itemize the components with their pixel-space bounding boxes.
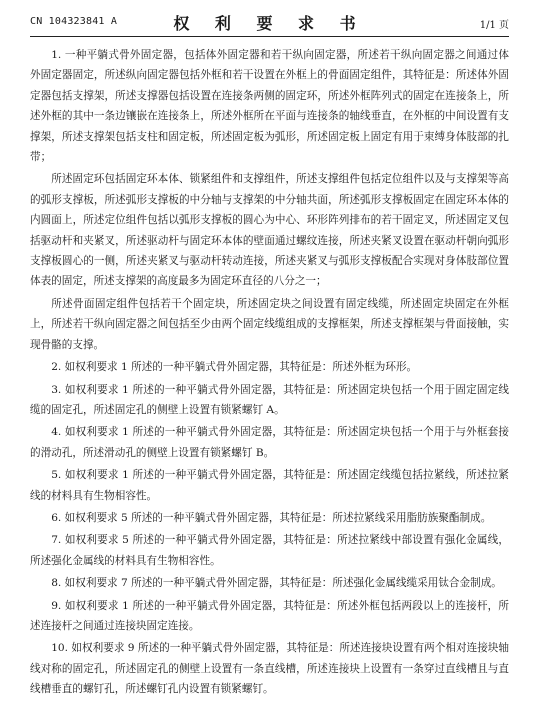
claim-paragraph: 5. 如权利要求 1 所述的一种平躺式骨外固定器，其特征是：所述固定线缆包括拉紧线，所述拉紧线的材料具有生物相容性。 <box>30 469 509 502</box>
claim-paragraph: 所述骨面固定组件包括若干个固定块，所述固定块之间设置有固定线缆，所述固定块固定在外框上，所述若干纵向固定器之间包括至少由两个固定线缆组成的支撑框架，所述支撑框架与骨面接触，实现骨骼的支撑。 <box>30 297 509 351</box>
document-title: 权 利 要 求 书 <box>173 14 366 33</box>
claim-paragraph: 8. 如权利要求 7 所述的一种平躺式骨外固定器，其特征是：所述强化金属线缆采用钛合金制成。 <box>51 577 502 590</box>
claim-paragraph: 1. 一种平躺式骨外固定器，包括体外固定器和若干纵向固定器，所述若干纵向固定器之间通过体外固定器固定，所述纵向固定器包括外框和若干设置在外框上的骨面固定组件，其特征是：所述体外固定器包括支撑架，所述支撑器包括设置在连接条两侧的固定环，所述外框阵列式的固定在连接条上，所述外框的其中一条边镶嵌在连接条上，所述外框所在平面与连接条的轴线垂直，在外框的中间设置有支撑架，所述支撑架包括支柱和固定板，所述固定板为弧形，所述固定板上固定有用于束缚身体肢部的扎带； <box>30 49 509 164</box>
claim-paragraph: 7. 如权利要求 5 所述的一种平躺式骨外固定器，其特征是：所述拉紧线中部设置有强化金属线，所述强化金属线的材料具有生物相容性。 <box>30 534 509 567</box>
claims-body <box>30 45 509 702</box>
claim-paragraph: 4. 如权利要求 1 所述的一种平躺式骨外固定器，其特征是：所述固定块包括一个用于与外框套接的滑动孔，所述滑动孔的侧壁上设置有锁紧螺钉 B。 <box>30 426 509 459</box>
claim-paragraph: 9. 如权利要求 1 所述的一种平躺式骨外固定器，其特征是：所述外框包括两段以上的连接杆，所述连接杆之间通过连接块固定连接。 <box>30 599 509 632</box>
claim-paragraph: 10. 如权利要求 9 所述的一种平躺式骨外固定器，其特征是：所述连接块设置有两个相对连接块轴线对称的固定孔，所述固定孔的侧壁上设置有一条直线槽，所述连接块上设置有一条穿过直线槽且与直线槽垂直的螺钉孔，所述螺钉孔内设置有锁紧螺钉。 <box>30 642 509 696</box>
claim-paragraph: 所述固定环包括固定环本体、锁紧组件和支撑组件，所述支撑组件包括定位组件以及与支撑架等高的弧形支撑板，所述弧形支撑板的中分轴与支撑架的中分轴共面，所述弧形支撑板固定在固定环本体的内圆面上，所述定位组件包括以弧形支撑板的圆心为中心、环形阵列排布的若干固定叉，所述固定叉包括驱动杆和夹紧叉，所述驱动杆与固定环本体的壁面通过螺纹连接，所述夹紧叉设置在驱动杆朝向弧形支撑板圆心的一侧，所述夹紧叉与驱动杆转动连接，所述夹紧叉与弧形支撑板配合实现对身体肢部位置体表的固定，所述支撑架的高度最多为固定环直径的八分之一； <box>30 173 509 288</box>
publication-number: CN 104323841 A <box>30 16 118 27</box>
claim-paragraph: 6. 如权利要求 5 所述的一种平躺式骨外固定器，其特征是：所述拉紧线采用脂肪族聚酯制成。 <box>51 511 492 524</box>
page-header <box>30 10 509 37</box>
page-number: 1/1 页 <box>479 20 509 31</box>
claim-paragraph: 3. 如权利要求 1 所述的一种平躺式骨外固定器，其特征是：所述固定块包括一个用于固定固定线缆的固定孔，所述固定孔的侧壁上设置有锁紧螺钉 A。 <box>30 383 509 416</box>
claim-paragraph: 2. 如权利要求 1 所述的一种平躺式骨外固定器，其特征是：所述外框为环形。 <box>51 361 418 374</box>
